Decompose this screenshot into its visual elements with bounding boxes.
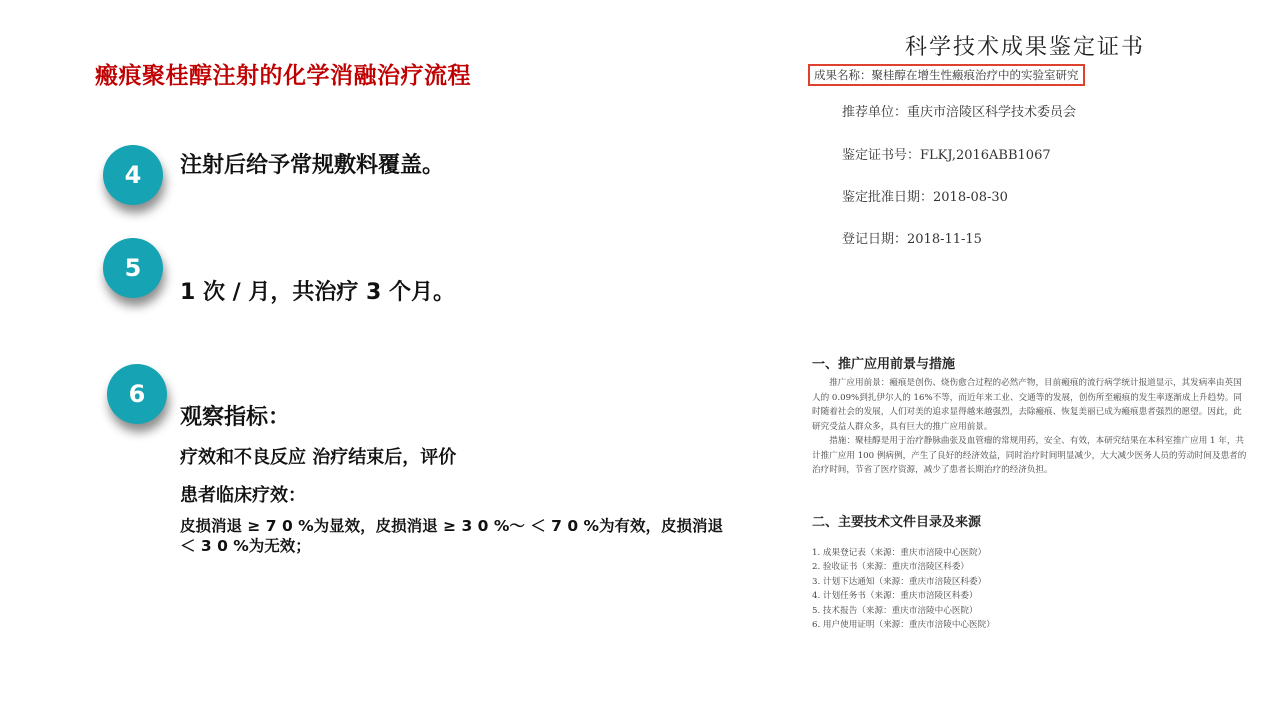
- certificate-title: 科学技术成果鉴定证书: [905, 35, 1146, 60]
- achievement-name-highlight: 成果名称：聚桂醇在增生性瘢痕治疗中的实验室研究: [808, 64, 1085, 86]
- registration-date: 登记日期：2018-11-15: [842, 232, 982, 247]
- step-6-criteria: 皮损消退 ≥ 7 0 %为显效，皮损消退 ≥ 3 0 %～ ＜ 7 0 %为有效，皮损消退 ＜ 3 0 %为无效；: [180, 517, 724, 555]
- slide-title: 瘢痕聚桂醇注射的化学消融治疗流程: [95, 63, 471, 89]
- list-item: 6. 用户使用证明（来源：重庆市涪陵中心医院）: [812, 620, 995, 631]
- step-number-badge: 4: [103, 145, 163, 205]
- step-6-line: 患者临床疗效：: [180, 485, 306, 506]
- step-4-text: 注射后给予常规敷料覆盖。: [180, 153, 445, 178]
- list-item: 5. 技术报告（来源：重庆市涪陵中心医院）: [812, 605, 978, 616]
- section-paragraph: 措施：聚桂醇是用于治疗静脉曲张及血管瘤的常规用药，安全、有效，本研究结果在本科室推广应用 1 年，共计推广应用 100 例病例，产生了良好的经济效益，同时治疗时间明显减少，大大减少医务人员的劳动时间及患者的治疗时间，节省了医疗资源，减少了患者长期治疗的经济负担。: [812, 436, 1247, 475]
- list-item: 1. 成果登记表（来源：重庆市涪陵中心医院）: [812, 548, 987, 558]
- recommending-unit: 推荐单位：重庆市涪陵区科学技术委员会: [842, 105, 1077, 120]
- approval-date: 鉴定批准日期：2018-08-30: [842, 190, 1008, 205]
- certificate-number: 鉴定证书号：FLKJ,2016ABB1067: [842, 148, 1051, 163]
- step-number-badge: 5: [103, 238, 163, 298]
- list-item: 2. 验收证书（来源：重庆市涪陵区科委）: [812, 562, 970, 573]
- section-paragraph: 推广应用前景：瘢痕是创伤、烧伤愈合过程的必然产物，目前瘢痕的流行病学统计报道显示，其发病率由英国人的 0.09%到扎伊尔人的 16%不等，而近年来工业、交通等的发展，创伤所至瘢痕的发生率逐渐成上升趋势。同时随着社会的发展，人们对美的追求显得越来越强烈，去除瘢痕、恢复美丽已成为瘢痕患者强烈的愿望。因此，此研究受益人群众多，具有巨大的推广应用前景。: [812, 378, 1242, 432]
- document-list: [812, 546, 995, 632]
- step-6-heading: 观察指标：: [180, 405, 291, 430]
- certificate-document: [800, 0, 1280, 720]
- step-6-line: 疗效和不良反应 治疗结束后，评价: [180, 447, 457, 468]
- section-heading: 二、主要技术文件目录及来源: [812, 515, 982, 530]
- list-item: 4. 计划任务书（来源：重庆市涪陵区科委）: [812, 591, 978, 602]
- section-heading: 一、推广应用前景与措施: [812, 357, 956, 372]
- step-number-badge: 6: [107, 364, 167, 424]
- list-item: 3. 计划下达通知（来源：重庆市涪陵区科委）: [812, 576, 987, 587]
- step-5-text: 1 次 / 月，共治疗 3 个月。: [180, 280, 455, 305]
